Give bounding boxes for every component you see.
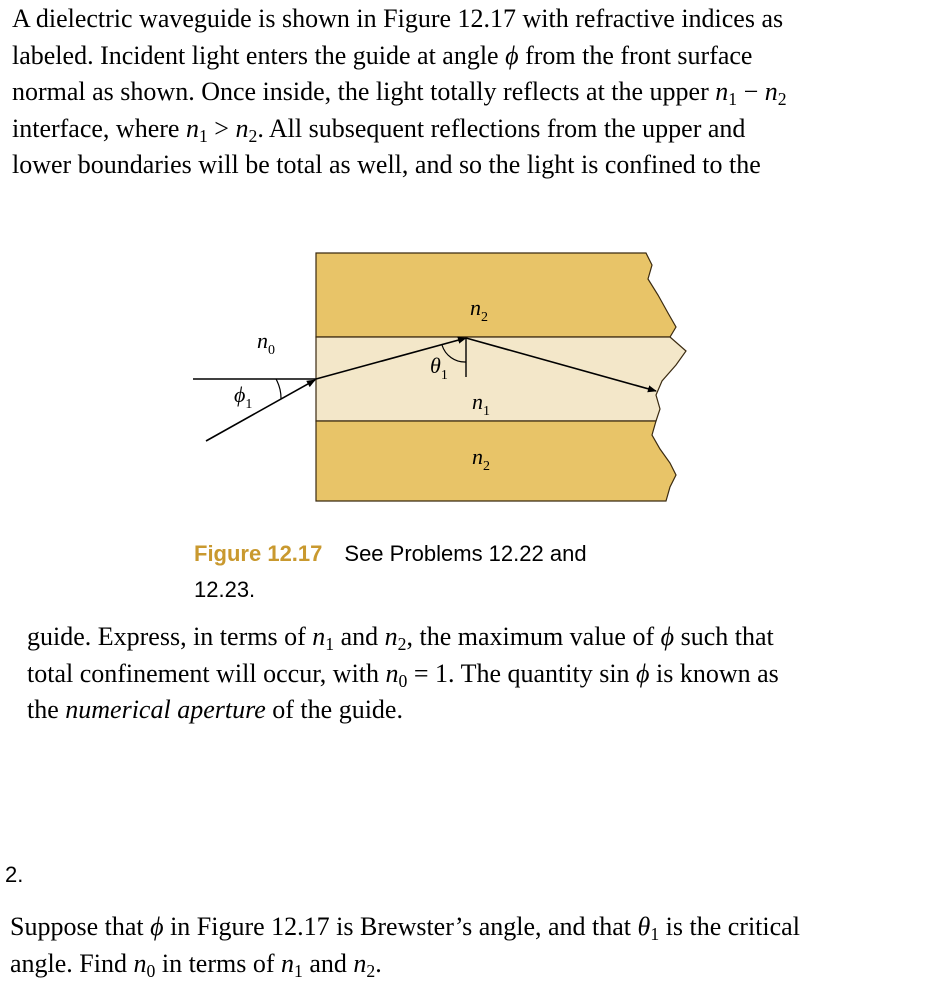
figure-caption-continued: 12.23. <box>194 577 256 602</box>
text-line: normal as shown. Once inside, the light totally reflects at the upper $n_1 - n_2$ <box>12 77 787 109</box>
text-line: the numerical aperture of the guide. <box>27 695 403 724</box>
n2-symbol: $n_2$ <box>764 77 787 109</box>
phi-symbol: ϕ <box>150 912 164 941</box>
theta1-symbol: $\theta_1$ <box>637 912 660 944</box>
n1-symbol: $n_1$ <box>185 113 208 146</box>
label-phi1: $\phi_1$ <box>234 382 253 412</box>
lower-cladding <box>316 421 676 501</box>
text-line: lower boundaries will be total as well, and so the light is confined to the <box>12 150 761 179</box>
n0-symbol: $n_0$ <box>385 658 408 691</box>
n2-symbol: $n_2$ <box>384 622 407 654</box>
caption-text: See Problems 12.22 and <box>344 541 587 566</box>
text-line: Suppose that ϕ in Figure 12.17 is Brewster’s angle, and that $\theta_1$ is the critical <box>10 912 800 944</box>
label-n2-top: $n_2$ <box>470 295 488 325</box>
n0-symbol: $n_0$ <box>133 948 156 981</box>
label-theta1: $\theta_1$ <box>430 353 448 383</box>
text-line: total confinement will occur, with $n_0 = 1$. The quantity sin ϕ is known as <box>27 658 779 691</box>
text-line: labeled. Incident light enters the guide at angle ϕ from the front surface <box>12 40 753 70</box>
incident-ray <box>206 380 315 441</box>
n2-symbol: $n_2$ <box>235 113 258 146</box>
core-layer <box>316 337 686 421</box>
problem-statement-part2 <box>27 619 779 729</box>
label-n1: $n_1$ <box>472 389 490 419</box>
label-n0: $n_0$ <box>257 328 275 358</box>
figure-caption <box>194 537 587 571</box>
n1-symbol: $n_1$ <box>281 948 303 981</box>
phi-symbol: ϕ <box>636 658 650 688</box>
n2-symbol: $n_2$ <box>353 948 376 981</box>
text-line: angle. Find $n_0$ in terms of $n_1$ and $n_2$. <box>10 948 382 981</box>
upper-cladding <box>316 253 676 337</box>
n1-symbol: $n_1$ <box>312 622 335 654</box>
text-line: A dielectric waveguide is shown in Figure 12.17 with refractive indices as <box>12 4 784 33</box>
waveguide-figure <box>190 245 700 515</box>
problem-statement-part1 <box>12 1 787 184</box>
n1-symbol: $n_1$ <box>715 77 738 109</box>
numerical-aperture-term: numerical aperture <box>65 695 266 724</box>
phi-symbol: ϕ <box>505 40 519 70</box>
label-n2-bottom: $n_2$ <box>472 444 490 474</box>
problem-number: 2. <box>5 862 24 887</box>
text-line: interface, where $n_1 > n_2$. All subsequent reflections from the upper and <box>12 113 746 146</box>
figure-number: Figure 12.17 <box>194 541 323 566</box>
phi1-angle-arc <box>276 379 281 399</box>
problem-2-statement <box>10 909 800 982</box>
text-line: guide. Express, in terms of $n_1$ and $n_2$, the maximum value of ϕ such that <box>27 622 774 654</box>
phi-symbol: ϕ <box>660 622 675 651</box>
